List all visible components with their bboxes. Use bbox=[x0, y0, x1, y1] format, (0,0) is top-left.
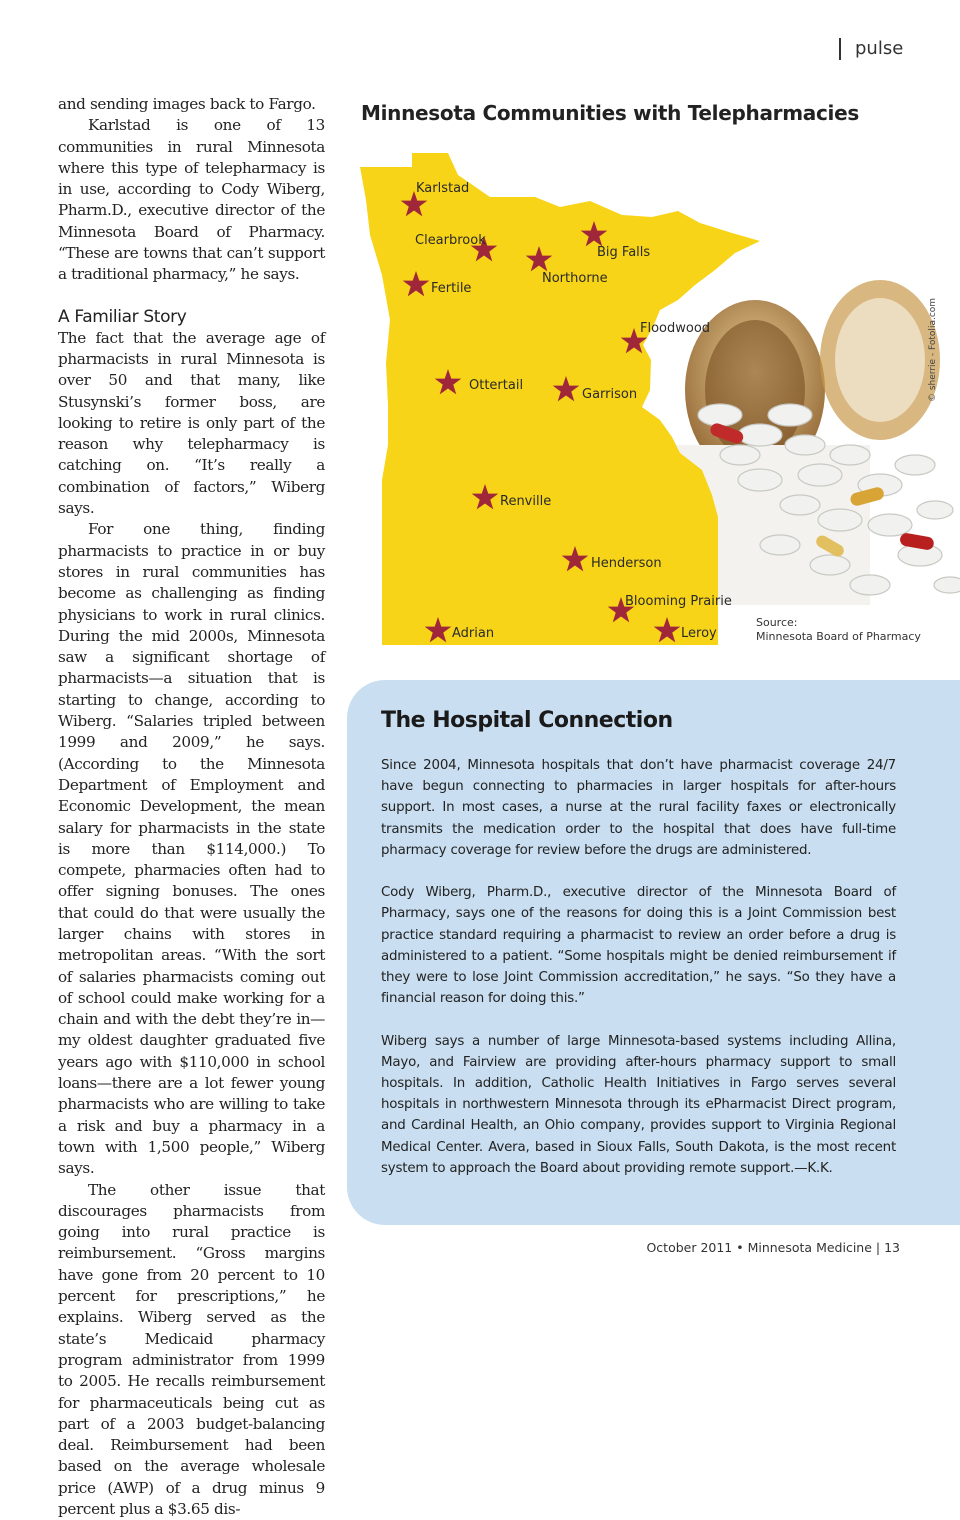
city-label: Fertile bbox=[431, 281, 472, 296]
article-paragraph: Karlstad is one of 13 communities in rural Minnesota where this type of telepharmacy is in use, according to Cody Wiberg, Pharm.D., executive director of the Minnesota Board of Pharmacy. “These are towns that can’t support a traditional pharmacy,” he says. bbox=[58, 116, 325, 284]
sidebar-paragraph: Since 2004, Minnesota hospitals that don’t have pharmacist coverage 24/7 have begun connecting to pharmacies in larger hospitals for after-hours support. In most cases, a nurse at the rural facility faxes or electronically transmits the medication order to the hospital that does have full-time pharmacy coverage for review before the drugs are administered. bbox=[381, 758, 896, 858]
sidebar-box bbox=[347, 680, 960, 1225]
city-label: Karlstad bbox=[416, 181, 470, 196]
city-label: Renville bbox=[500, 494, 552, 509]
sidebar-paragraph: Cody Wiberg, Pharm.D., executive director of the Minnesota Board of Pharmacy, says one of the reasons for doing this is a Joint Commission best practice standard requiring a pharmacist to review an order before a drug is administered to a patient. “Some hospitals might be denied reimbursement if they were to lose Joint Commission accreditation,” he says. “So they have a financial reason for doing this.” bbox=[381, 885, 896, 1007]
sidebar-body bbox=[381, 755, 896, 1200]
section-label: pulse bbox=[855, 38, 904, 59]
article-paragraph: The other issue that discourages pharmacists from going into rural practice is reimbursement. “Gross margins have gone from 20 percent to 10 percent for prescriptions,” he explains. Wiberg served as the state’s Medicaid pharmacy program administrator from 1999 to 2005. He recalls reimbursement for pharmaceuticals being cut as part of a 2003 budget-balancing deal. Reimbursement had been based on the average wholesale price (AWP) of a drug minus 9 percent plus a $3.65 dis- bbox=[58, 1180, 325, 1518]
city-label: Clearbrook bbox=[415, 233, 486, 248]
photo-credit: © sherrie - Fotolia.com bbox=[928, 297, 938, 402]
city-label: Blooming Prairie bbox=[625, 594, 732, 609]
sidebar-paragraph: Wiberg says a number of large Minnesota-based systems including Allina, Mayo, and Fairview are providing after-hours pharmacy support to small hospitals. In addition, Catholic Health Initiatives in Fargo serves several hospitals in northwestern Minnesota through its ePharmacist Direct program, and Cardinal Health, an Ohio company, provides support to Virginia Regional Medical Center. Avera, based in Sioux Falls, South Dakota, is the most recent system to approach the Board about providing remote support.—K.K. bbox=[381, 1033, 896, 1176]
section-heading: A Familiar Story bbox=[58, 306, 187, 327]
city-label: Leroy bbox=[681, 626, 717, 641]
city-label: Big Falls bbox=[597, 245, 651, 260]
page-footer bbox=[646, 1240, 900, 1255]
city-label: Floodwood bbox=[640, 321, 711, 336]
city-label: Adrian bbox=[452, 626, 495, 641]
page-number: 13 bbox=[884, 1240, 900, 1255]
sidebar-title: The Hospital Connection bbox=[381, 708, 673, 733]
footer-text: October 2011 • Minnesota Medicine bbox=[646, 1240, 872, 1255]
footer-divider: | bbox=[875, 1240, 885, 1255]
article-paragraph: For one thing, finding pharmacists to practice in or buy stores in rural communities has become as challenging as finding physicians to work in rural clinics. During the mid 2000s, Minnesota saw a significant shortage of pharmacists—a situation that is starting to change, according to Wiberg. “Salaries tripled between 1999 and 2009,” he says. (According to the Minnesota Department of Employment and Economic Development, the mean salary for pharmacists in the state is more than $114,000.) To compete, pharmacies often had to offer signing bonuses. The ones that could do that were usually the larger chains with stores in metropolitan areas. “With the sort of salaries pharmacists coming out of school could make working for a chain and with the debt they’re in—my oldest daughter graduated five years ago with $110,000 in school loans—there are a lot fewer young pharmacists who are willing to take a risk and buy a pharmacy in a town with 1,500 people,” Wiberg says. bbox=[58, 520, 325, 1178]
source-name: Minnesota Board of Pharmacy bbox=[756, 630, 921, 643]
article-paragraph: The fact that the average age of pharmacists in rural Minnesota is over 50 and that many, like Stusynski’s former boss, are looking to retire is only part of the reason why telepharmacy is catching on. “It’s really a combination of factors,” Wiberg says. bbox=[58, 328, 325, 518]
header-divider bbox=[839, 38, 841, 60]
city-label: Garrison bbox=[582, 387, 638, 402]
article-column bbox=[58, 94, 325, 1520]
city-label: Henderson bbox=[591, 556, 662, 571]
article-paragraph: and sending images back to Fargo. bbox=[58, 95, 316, 113]
map-title: Minnesota Communities with Telepharmacies bbox=[361, 101, 859, 125]
city-label: Northorne bbox=[542, 271, 608, 286]
minnesota-map bbox=[360, 145, 960, 650]
city-label: Ottertail bbox=[469, 378, 524, 393]
map-source bbox=[756, 616, 921, 644]
source-label: Source: bbox=[756, 616, 798, 629]
